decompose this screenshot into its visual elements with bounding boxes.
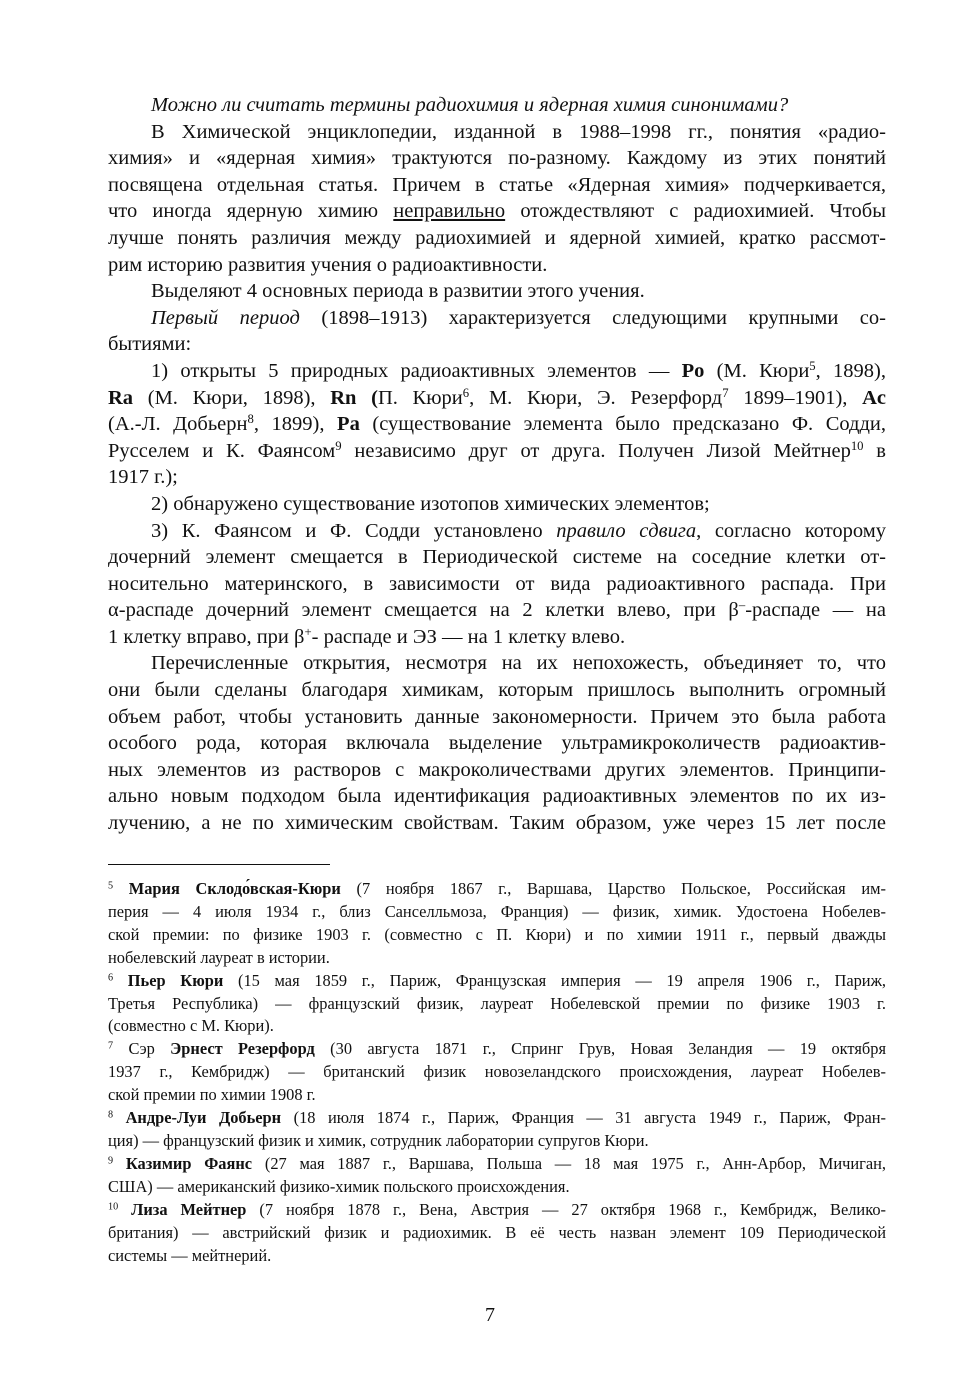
text-run: ных элементов из растворов с макроколичествами других элементов. Принципи- xyxy=(108,758,886,781)
text-run: в xyxy=(863,439,886,462)
body-line xyxy=(108,810,886,837)
text-run: 2) обнаружено существование изотопов химических элементов; xyxy=(151,492,710,515)
text-run: что иногда ядерную химию xyxy=(108,200,394,223)
text-run: - распаде и ЭЗ — на 1 клетку влево. xyxy=(311,625,626,648)
text-run: (30 августа 1871 г., Спринг Грув, Новая Зеландия — 19 октября xyxy=(314,1039,886,1059)
italic-text: правило сдвига xyxy=(556,519,697,542)
footnote-ref: 6 xyxy=(462,385,470,400)
footnote-ref: 5 xyxy=(809,358,816,373)
body-line xyxy=(108,730,886,757)
body-line xyxy=(108,358,886,385)
text-run: (15 мая 1859 г., Париж, Французская империя — 19 апреля 1906 г., Париж, xyxy=(223,970,887,990)
footnote-line xyxy=(108,1176,886,1199)
text-run: В Химической энциклопедии, изданной в 1988–1998 гг., понятия «радио- xyxy=(151,120,886,143)
footnote-line xyxy=(108,1153,886,1176)
body-line xyxy=(108,783,886,810)
text-run: 1917 г.); xyxy=(108,466,178,489)
footnote-line xyxy=(108,1107,886,1130)
footnote-ref: 10 xyxy=(108,1201,119,1213)
text-run xyxy=(113,879,129,898)
body-line xyxy=(108,92,886,119)
body-line xyxy=(108,491,886,518)
text-run: бытиями: xyxy=(108,333,192,356)
body-line xyxy=(108,597,886,624)
footnote-ref: 8 xyxy=(247,412,254,427)
text-run: 1 клетку вправо, при β xyxy=(108,625,305,648)
footnote-ref: 9 xyxy=(108,1155,114,1167)
text-run: , согласно которому xyxy=(696,519,887,542)
text-run: системы — мейтнерий. xyxy=(108,1245,272,1265)
footnote-ref: 10 xyxy=(850,438,864,453)
text-run: 1899–1901), xyxy=(728,386,863,409)
text-run: (М. Кюри, 1898), xyxy=(133,386,331,409)
bold-text: Лиза Мейтнер xyxy=(131,1199,247,1219)
text-run: (7 ноября 1878 г., Вена, Австрия — 27 октября 1968 г., Кембридж, Велико- xyxy=(246,1199,886,1219)
text-run: независимо друг от друга. Получен Лизой Мейтнер xyxy=(341,439,851,462)
bold-text: Мария Склодо́вская-Кюри xyxy=(128,879,341,898)
footnotes xyxy=(108,878,886,1267)
text-run xyxy=(113,1154,126,1173)
bold-text: Po xyxy=(681,359,705,382)
text-run: Сэр xyxy=(113,1039,171,1059)
text-run: , М. Кюри, Э. Резерфорд xyxy=(469,386,723,409)
italic-text: Первый период xyxy=(151,306,300,329)
text-run: они были сделаны благодаря химикам, которым пришлось выполнить огромный xyxy=(108,679,886,702)
footnote-line xyxy=(108,924,886,947)
text-run: , 1899), xyxy=(253,413,338,436)
text-run: перия — 4 июля 1934 г., близ Санселльмоза, Франция) — физик, химик. Удостоена Нобелев- xyxy=(108,901,886,921)
text-run: отождествляют с радиохимией. Чтобы xyxy=(505,200,886,223)
text-run: особого рода, которая включала выделение ультрамикроколичеств радиоактив- xyxy=(108,732,886,755)
text-run: (27 мая 1887 г., Варшава, Польша — 18 мая 1975 г., Анн-Арбор, Мичиган, xyxy=(252,1153,886,1173)
footnote-ref: 8 xyxy=(108,1109,114,1121)
body-line xyxy=(108,624,886,651)
text-run: 3) К. Фаянсом и Ф. Содди установлено xyxy=(151,519,557,542)
body-line xyxy=(108,385,886,412)
italic-text: Можно ли считать термины радиохимия и ядерная химия синонимами? xyxy=(151,94,789,116)
text-run: (1898–1913) характеризуется следующими крупными со- xyxy=(299,306,886,329)
text-run: α-распаде дочерний элемент смещается на 2 клетки влево, при β xyxy=(108,599,739,622)
text-run: рим историю развития учения о радиоактивности. xyxy=(108,253,548,276)
bold-text: Казимир Фаянс xyxy=(125,1153,253,1173)
footnote-ref: – xyxy=(738,598,746,613)
footnote-line xyxy=(108,901,886,924)
text-run: (М. Кюри xyxy=(704,359,810,382)
text-run: Третья Республика) — французский физик, лауреат Нобелевской премии по физике 1903 г. xyxy=(108,993,886,1013)
text-run: лучше понять различия между радиохимией и ядерной химией, кратко рассмот- xyxy=(108,226,886,249)
text-run: ской премии по химии 1908 г. xyxy=(108,1085,316,1105)
body-line xyxy=(108,278,886,305)
body-line xyxy=(108,225,886,252)
body-line xyxy=(108,464,886,491)
text-run: Выделяют 4 основных периода в развитии этого учения. xyxy=(151,280,645,303)
text-run: ально новым подходом была идентификация радиоактивных элементов по их из- xyxy=(108,785,886,808)
bold-text: Андре-Луи Добьерн xyxy=(125,1108,282,1128)
underlined-text: неправильно xyxy=(393,200,506,223)
text-run: (А.-Л. Добьерн xyxy=(108,413,248,436)
text-run: посвящена отдельная статья. Причем в статье «Ядерная химия» подчеркивается, xyxy=(108,173,886,196)
text-run: -распаде — на xyxy=(745,599,886,622)
body-line xyxy=(108,544,886,571)
body-line xyxy=(108,704,886,731)
bold-text: Rn ( xyxy=(330,386,378,409)
bold-text: Эрнест Резерфорд xyxy=(170,1039,315,1059)
bold-text: Ac xyxy=(862,386,887,409)
body-line xyxy=(108,757,886,784)
footnote-ref: 7 xyxy=(722,385,729,400)
footnote-line xyxy=(108,1061,886,1084)
footnote-ref: 7 xyxy=(108,1040,114,1052)
text-run: химия» и «ядерная химия» трактуются по-разному. Каждому из этих понятий xyxy=(108,147,886,170)
body-line xyxy=(108,145,886,172)
text-run: США) — американский физико-химик польского происхождения. xyxy=(108,1176,570,1196)
footnote-line xyxy=(108,1015,886,1038)
footnote-line xyxy=(108,1084,886,1107)
text-run: 1937 г., Кембридж) — британский физик новозеландского происхождения, лауреат Нобелев- xyxy=(108,1062,886,1082)
text-run xyxy=(118,1200,131,1219)
text-run: ция) — французский физик и химик, сотрудник лаборатории супругов Кюри. xyxy=(108,1130,649,1150)
text-run: нобелевский лауреат в истории. xyxy=(108,947,330,967)
footnote-line xyxy=(108,1222,886,1245)
bold-text: Pa xyxy=(337,413,360,436)
footnote-line xyxy=(108,1245,886,1268)
body-line xyxy=(108,518,886,545)
text-run: (совместно с М. Кюри). xyxy=(108,1016,274,1036)
footnote-ref: 5 xyxy=(108,880,114,892)
body-line xyxy=(108,172,886,199)
body-line xyxy=(108,571,886,598)
bold-text: Ra xyxy=(108,386,134,409)
body-line xyxy=(108,331,886,358)
footnote-line xyxy=(108,947,886,970)
footnote-line xyxy=(108,1038,886,1061)
text-run: , 1898), xyxy=(815,359,886,382)
bold-text: Пьер Кюри xyxy=(127,970,224,990)
footnote-separator xyxy=(108,864,330,865)
footnote-line xyxy=(108,970,886,993)
body-line xyxy=(108,650,886,677)
page-number: 7 xyxy=(485,1304,495,1326)
text-run: британия) — австрийский физик и радиохимик. В её честь назван элемент 109 Периодической xyxy=(108,1222,886,1242)
body-line xyxy=(108,305,886,332)
text-run: (существование элемента было предсказано Ф. Содди, xyxy=(359,413,886,436)
text-run: (7 ноября 1867 г., Варшава, Царство Польское, Российская им- xyxy=(340,879,886,898)
footnote-line xyxy=(108,1130,886,1153)
body-line xyxy=(108,198,886,225)
footnote-ref: 9 xyxy=(335,438,342,453)
footnote-ref: + xyxy=(304,624,312,639)
text-run: Русселем и К. Фаянсом xyxy=(108,439,336,462)
body-line xyxy=(108,252,886,279)
text-run: 1) открыты 5 природных радиоактивных элементов — xyxy=(151,359,682,382)
footnote-line xyxy=(108,878,886,901)
body-line xyxy=(108,438,886,465)
body-line xyxy=(108,411,886,438)
text-run: лучению, а не по химическим свойствам. Таким образом, уже через 15 лет после xyxy=(108,812,886,835)
body-line xyxy=(108,119,886,146)
text-run: объем работ, чтобы установить данные закономерности. Причем это была работа xyxy=(108,705,886,728)
text-run xyxy=(113,971,128,990)
footnote-line xyxy=(108,1199,886,1222)
footnote-line xyxy=(108,993,886,1016)
text-run: (18 июля 1874 г., Париж, Франция — 31 августа 1949 г., Париж, Фран- xyxy=(281,1108,886,1128)
body-line xyxy=(108,677,886,704)
text-run: Перечисленные открытия, несмотря на их непохожесть, объединяет то, что xyxy=(151,652,886,675)
footnote-ref: 6 xyxy=(108,972,114,984)
text-run: ской премии: по физике 1903 г. (совместно с П. Кюри) и по химии 1911 г., первый дважды xyxy=(108,924,886,944)
text-run: П. Кюри xyxy=(377,386,463,409)
text-run: дочерний элемент смещается в Периодической системе на соседние клетки от- xyxy=(108,546,886,569)
text-run xyxy=(113,1108,126,1127)
text-run: носительно материнского, в зависимости от вида радиоактивного распада. При xyxy=(108,572,886,595)
body-text xyxy=(108,92,886,837)
